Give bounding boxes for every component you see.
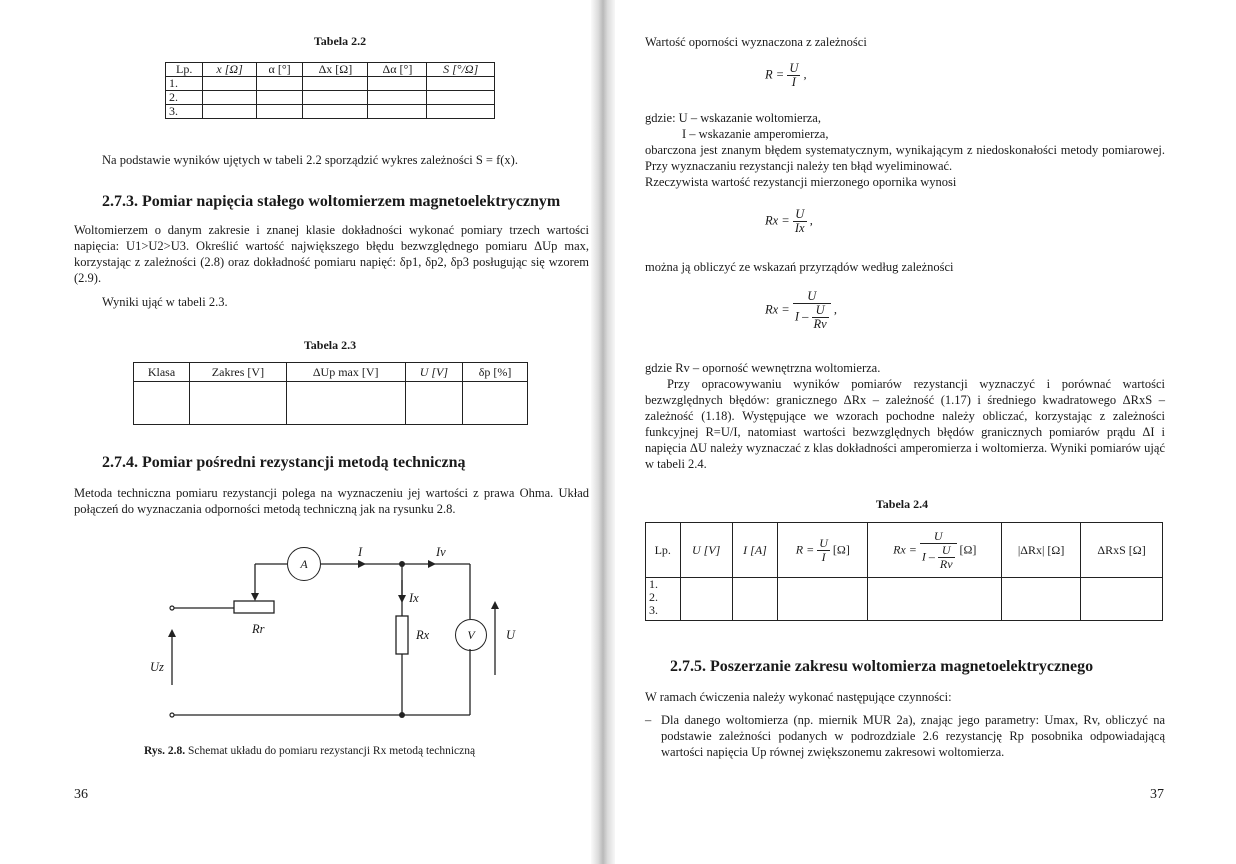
book-spine [591, 0, 615, 864]
figure-caption [144, 745, 594, 757]
paragraph: W ramach ćwiczenia należy wykonać następujące czynności: [645, 690, 952, 704]
table-header: I [A] [732, 523, 777, 578]
table-header: Δx [Ω] [303, 63, 368, 77]
table-2-3-caption: Tabela 2.3 [303, 338, 357, 352]
row-label: 1. [649, 577, 658, 591]
paragraph: gdzie Rv – oporność wewnętrzna woltomierza. [645, 361, 881, 375]
resistor-rx-symbol [396, 616, 408, 654]
paragraph: można ją obliczyć ze wskazań przyrządów według zależności [645, 260, 954, 274]
paragraph: Przy opracowywaniu wyników pomiarów rezystancji wyznaczyć i porównać wartości bezwzględnych błędów: granicznego ΔRx – zależność (1.17) i średniego kwadratowego ΔRxS – zależność (1.18). Występujące we wzorach pochodne należy obliczać, korzystając z zależności funkcyjnej R=U/I, natomiast wartości bezwzględnych błędów granicznych pomiarów prądu ΔI i napięcia ΔU należy wyznaczać z klas dokładności amperomierza i woltomierza. Wyniki pomiarów ująć w tabeli 2.4. [645, 377, 1165, 471]
terminal [170, 713, 174, 717]
row-label: 2. [166, 91, 203, 105]
figure-caption-label: Rys. 2.8. [144, 745, 186, 757]
table-header: U [V] [680, 523, 732, 578]
terminal [170, 606, 174, 610]
table-row [646, 578, 1163, 621]
table-header: |ΔRx| [Ω] [1002, 523, 1081, 578]
resistor-rr-symbol [234, 601, 274, 613]
label-rx: Rx [416, 628, 430, 642]
table-2-3 [133, 362, 528, 425]
table-header: x [Ω] [203, 63, 256, 77]
bullet-item: Dla danego woltomierza (np. miernik MUR 2a), znając jego parametry: Umax, Rv, obliczyć na podstawie zależności podanych w podrozdziale 2.6 rezystancję Rp posobnika odpowiadającą wartości napięcia Up równej zwiększonemu zakresowi woltomierza. [661, 713, 1165, 759]
label-i: I [358, 545, 363, 559]
section-heading-2-7-4: 2.7.4. Pomiar pośredni rezystancji metodą techniczną [102, 454, 466, 471]
table-2-2-caption: Tabela 2.2 [313, 34, 367, 48]
label-uz: Uz [150, 660, 164, 674]
table-2-2 [165, 62, 495, 119]
paragraph: Rzeczywista wartość rezystancji mierzonego opornika wynosi [645, 175, 957, 189]
table-row [166, 105, 495, 119]
table-2-4 [645, 522, 1163, 621]
paragraph: Wartość oporności wyznaczona z zależności [645, 35, 867, 49]
table-header: Zakres [V] [190, 363, 287, 382]
table-header: δp [%] [463, 363, 528, 382]
paragraph: Metoda techniczna pomiaru rezystancji polega na wyznaczeniu jej wartości z prawa Ohma. Układ połączeń do wyznaczania odporności metodą techniczną jak na rysunku 2.8. [74, 486, 589, 516]
table-row [166, 91, 495, 105]
table-header-r: R = $\frac{U}{I}$ [Ω] [778, 523, 868, 578]
label-rr: Rr [252, 622, 265, 636]
voltage-arrow-icon [491, 601, 499, 609]
figure-caption-text: Schemat układu do pomiaru rezystancji Rx metodą techniczną [188, 745, 476, 757]
row-label: 2. [649, 590, 658, 604]
label-iv: Iv [436, 545, 446, 559]
page-number-right: 37 [1150, 787, 1164, 802]
paragraph: gdzie: U – wskazanie woltomierza, [645, 111, 821, 125]
table-header: S [°/Ω] [427, 63, 495, 77]
page-number-left: 36 [74, 787, 88, 802]
label-u: U [506, 628, 516, 642]
table-header: ΔRxS [Ω] [1081, 523, 1163, 578]
row-label: 3. [649, 603, 658, 617]
table-row [166, 77, 495, 91]
junction-node [399, 561, 405, 567]
equation-1: R = $\frac{U}{I}$ , [765, 61, 807, 89]
label-ix: Ix [409, 591, 419, 605]
junction-node [399, 712, 405, 718]
equation-2: Rx = $\frac{U}{Ix}$ , [765, 207, 813, 235]
table-header: Lp. [646, 523, 681, 578]
paragraph: Woltomierzem o danym zakresie i znanej klasie dokładności wykonać pomiary trzech wartości napięcia: U1>U2>U3. Określić wartość największego błędu bezwzględnego pomiaru ΔUp max, korzystając z zależności (2.8) oraz dokładność pomiaru napięć: δp1, δp2, δp3 posługując się wzorem (2.9). [74, 223, 589, 285]
row-label: 1. [166, 77, 203, 91]
table-header: ΔUp max [V] [286, 363, 405, 382]
bullet-mark: – [645, 713, 652, 727]
slider-arrow-icon [251, 593, 259, 601]
table-header: α [°] [256, 63, 303, 77]
paragraph: Wyniki ująć w tabeli 2.3. [102, 295, 228, 309]
table-header-rx: Rx = U I – $\frac{U}{Rv}$ [Ω] [868, 523, 1002, 578]
current-arrow-icon [428, 560, 436, 568]
table-header: U [V] [405, 363, 463, 382]
section-heading-2-7-3: 2.7.3. Pomiar napięcia stałego woltomierzem magnetoelektrycznym [102, 193, 561, 210]
paragraph: obarczona jest znanym błędem systematycznym, wynikającym z niedoskonałości metody pomiarowej. Przy wyznaczaniu rezystancji należy ten błąd wyeliminować. [645, 143, 1165, 173]
voltmeter-symbol: V [455, 619, 487, 651]
current-arrow-icon [358, 560, 366, 568]
table-row [134, 382, 528, 425]
voltage-arrow-icon [168, 629, 176, 637]
row-label: 3. [166, 105, 203, 119]
current-arrow-icon [398, 595, 406, 603]
section-heading-2-7-5: 2.7.5. Poszerzanie zakresu woltomierza magnetoelektrycznego [670, 658, 1094, 675]
paragraph: I – wskazanie amperomierza, [682, 127, 829, 141]
paragraph: Na podstawie wyników ujętych w tabeli 2.2 sporządzić wykres zależności S = f(x). [102, 153, 518, 167]
table-header: Klasa [134, 363, 190, 382]
table-header: Lp. [166, 63, 203, 77]
table-header: Δα [°] [368, 63, 427, 77]
ammeter-symbol: A [287, 547, 321, 581]
equation-3: Rx = U I – $\frac{U}{Rv}$ , [765, 289, 837, 331]
table-2-4-caption: Tabela 2.4 [875, 497, 929, 511]
